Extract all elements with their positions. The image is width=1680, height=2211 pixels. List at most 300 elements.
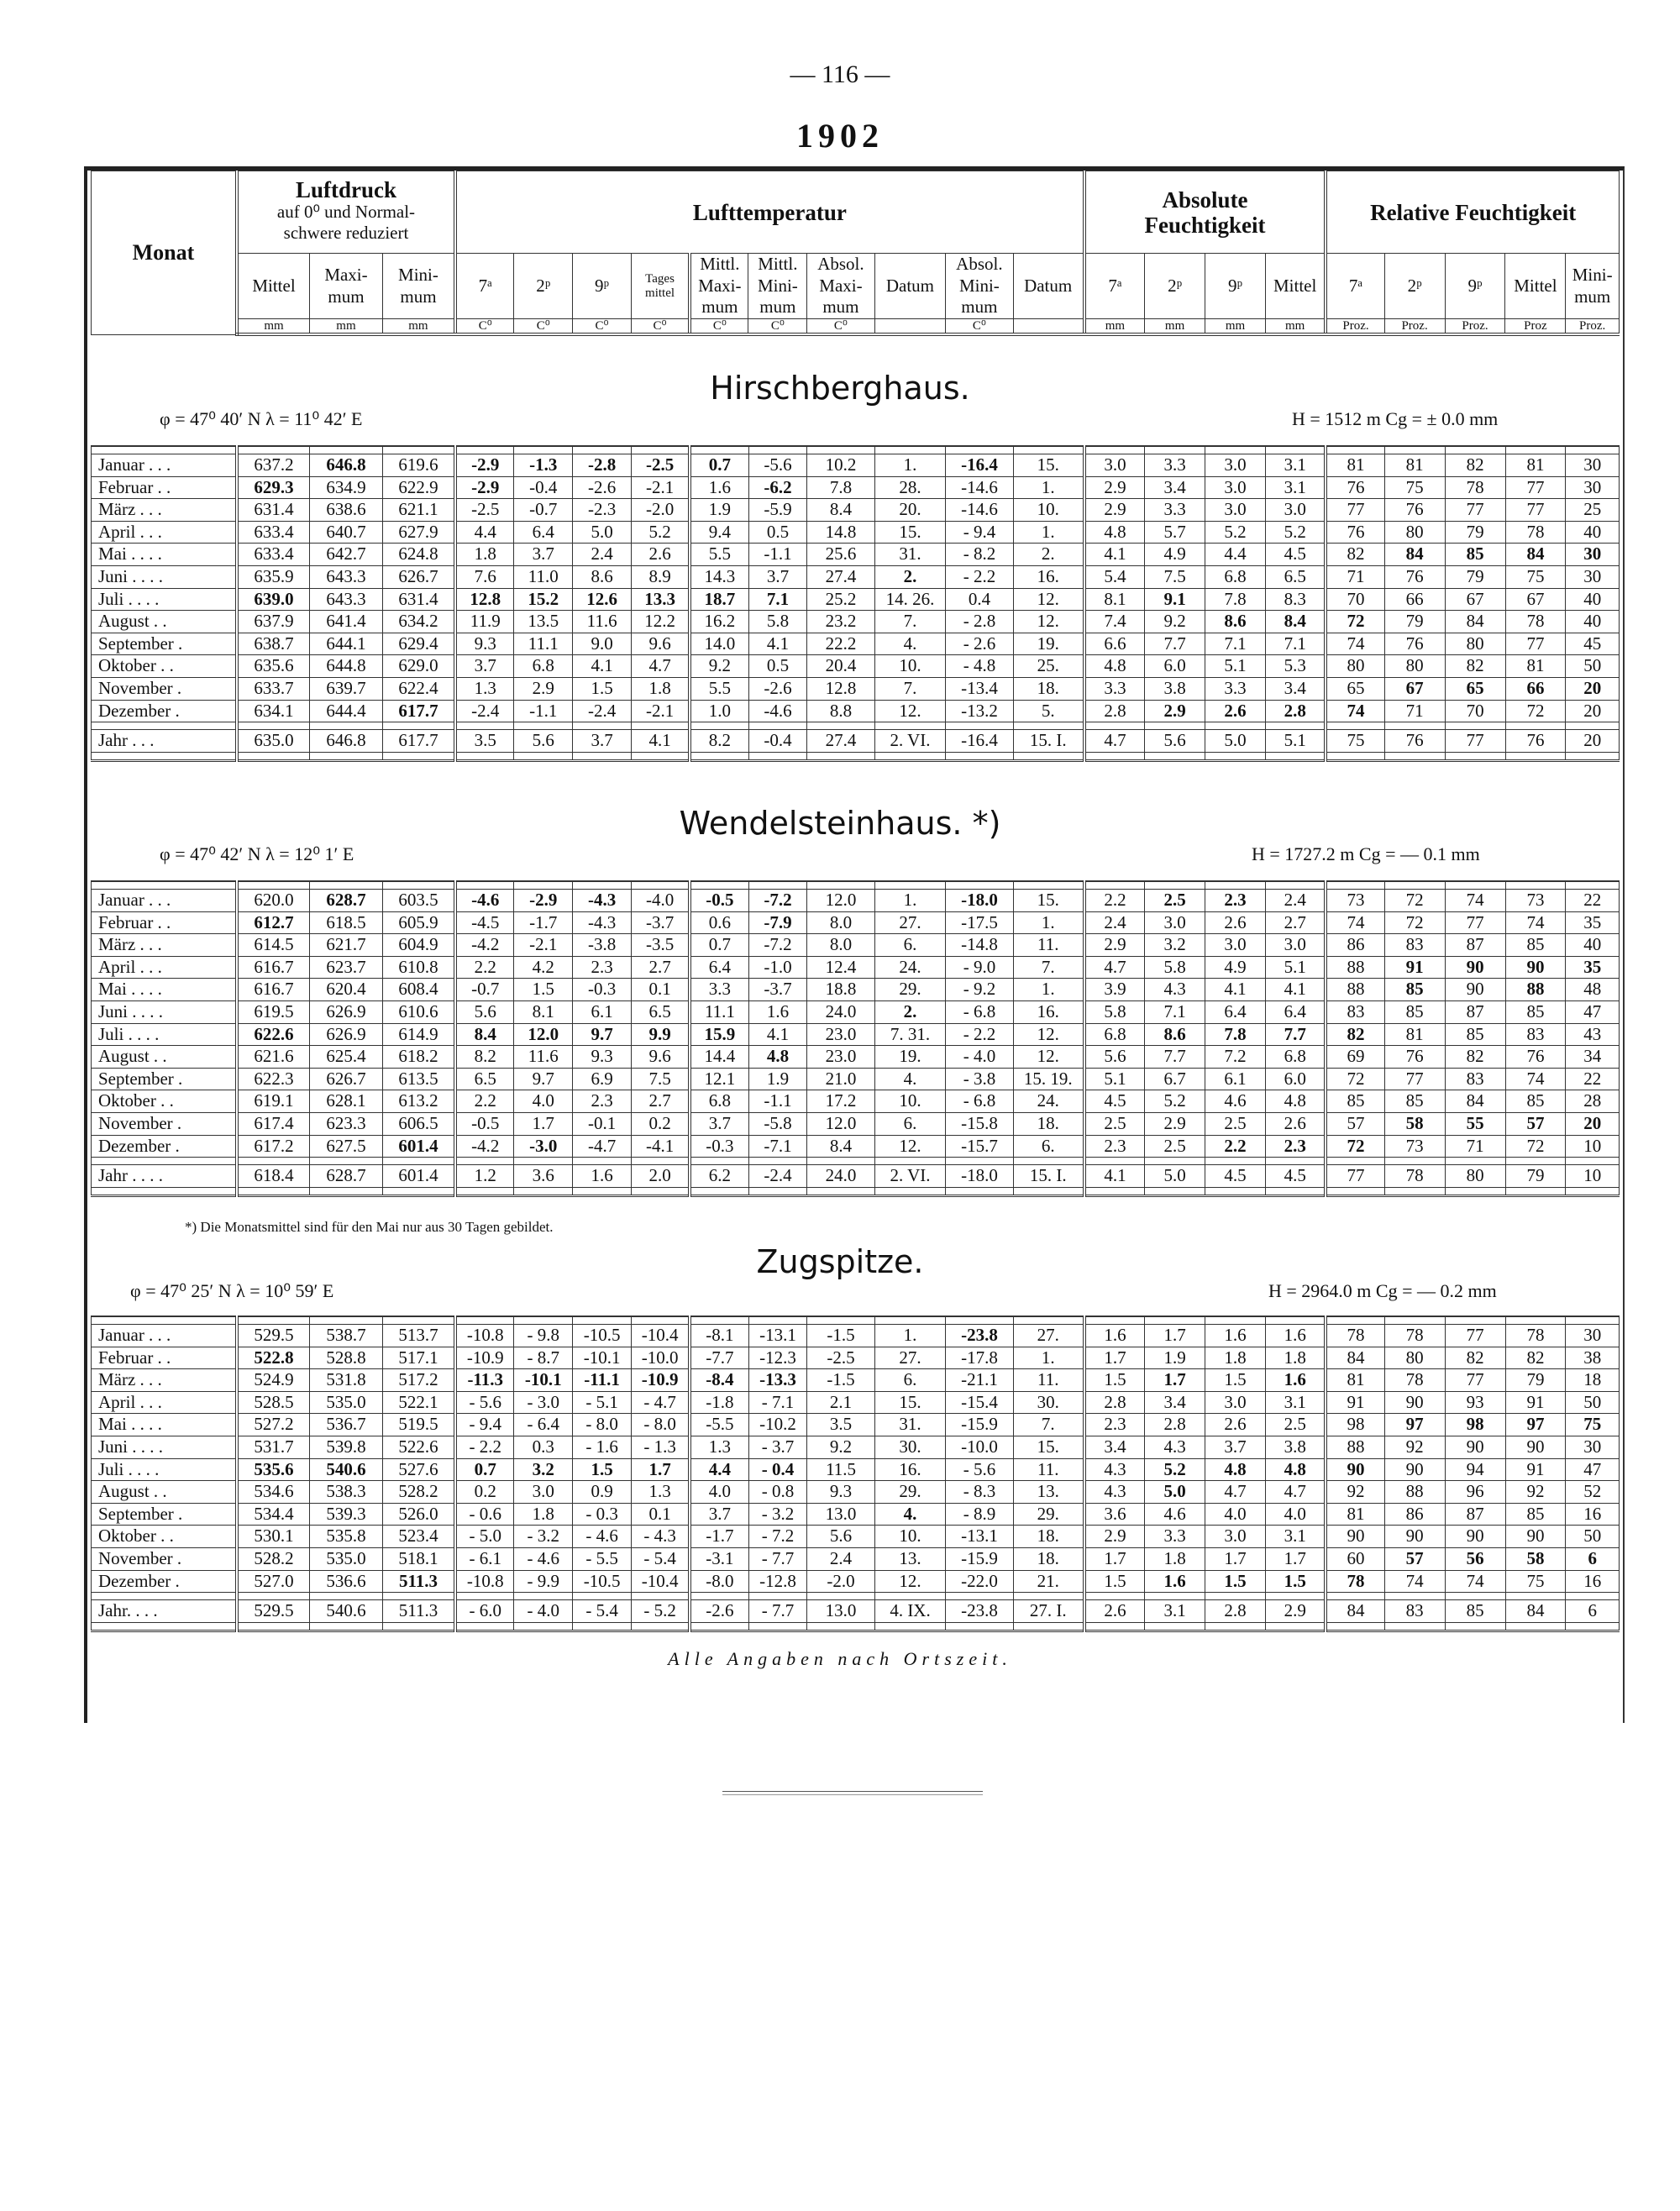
value-cell: 74 — [1505, 911, 1566, 934]
value-cell: - 9.4 — [455, 1414, 514, 1436]
spacer-cell — [573, 881, 632, 890]
value-cell: 8.4 — [455, 1023, 514, 1046]
value-cell: 2.8 — [1145, 1414, 1205, 1436]
value-cell: 4.6 — [1145, 1503, 1205, 1526]
value-cell: 1.8 — [1145, 1547, 1205, 1570]
value-cell: 614.9 — [382, 1023, 455, 1046]
value-cell: 4.3 — [1084, 1458, 1145, 1481]
value-cell: 2.9 — [514, 677, 573, 700]
value-cell: 5.0 — [1145, 1165, 1205, 1188]
value-cell: -2.3 — [573, 499, 632, 522]
spacer-cell — [874, 752, 946, 760]
value-cell: - 6.4 — [514, 1414, 573, 1436]
value-cell: 5.1 — [1205, 655, 1266, 678]
spacer-cell — [573, 722, 632, 730]
value-cell: 30 — [1566, 454, 1620, 477]
spacer-row — [92, 722, 1620, 730]
value-cell: 12. — [874, 1570, 946, 1593]
value-cell: 4.7 — [1205, 1481, 1266, 1504]
spacer-cell — [1445, 881, 1505, 890]
spacer-cell — [631, 1187, 690, 1195]
value-cell: 5.0 — [1145, 1481, 1205, 1504]
value-cell: 12. — [874, 700, 946, 722]
spacer-cell — [690, 1187, 748, 1195]
value-cell: 29. — [1013, 1503, 1084, 1526]
value-cell: 65 — [1445, 677, 1505, 700]
spacer-cell — [1084, 1316, 1145, 1325]
value-cell: 85 — [1445, 544, 1505, 566]
value-cell: -0.3 — [690, 1135, 748, 1158]
value-cell: 77 — [1326, 499, 1384, 522]
value-cell: 6 — [1566, 1600, 1620, 1623]
value-cell: 91 — [1326, 1391, 1384, 1414]
spacer-cell — [690, 881, 748, 890]
value-cell: - 9.2 — [946, 979, 1013, 1001]
value-cell: 75 — [1566, 1414, 1620, 1436]
value-cell: 2.5 — [1145, 890, 1205, 912]
value-cell: 614.5 — [237, 934, 310, 957]
value-cell: 78 — [1505, 611, 1566, 633]
value-cell: 2.4 — [807, 1547, 874, 1570]
value-cell: 6.8 — [1266, 1046, 1326, 1069]
value-cell: 85 — [1505, 1503, 1566, 1526]
unit-cell: C⁰ — [807, 319, 874, 335]
value-cell: 72 — [1384, 890, 1445, 912]
spacer-cell — [514, 881, 573, 890]
value-cell: 613.2 — [382, 1090, 455, 1113]
value-cell: -1.5 — [807, 1369, 874, 1392]
value-cell: 4.1 — [1084, 1165, 1145, 1188]
value-cell: 528.8 — [310, 1347, 383, 1369]
value-cell: 3.7 — [690, 1112, 748, 1135]
spacer-cell — [690, 752, 748, 760]
value-cell: 4.8 — [1084, 655, 1145, 678]
spacer-cell — [1145, 722, 1205, 730]
value-cell: 9.4 — [690, 521, 748, 544]
value-cell: 27.4 — [807, 730, 874, 753]
value-cell: 5.8 — [748, 611, 807, 633]
value-cell: 91 — [1384, 956, 1445, 979]
value-cell: 527.0 — [237, 1570, 310, 1593]
spacer-cell — [748, 1593, 807, 1600]
value-cell: 1.3 — [455, 677, 514, 700]
value-cell: 74 — [1505, 1068, 1566, 1090]
value-cell: 524.9 — [237, 1369, 310, 1392]
value-cell: 4.5 — [1084, 1090, 1145, 1113]
table-row — [92, 1347, 1620, 1369]
month-cell: Jahr. . . . — [92, 1600, 237, 1623]
table-row — [92, 1135, 1620, 1158]
value-cell: -5.9 — [748, 499, 807, 522]
subhead-cell: Absol. Mini-mum — [946, 254, 1013, 319]
value-cell: 83 — [1505, 1023, 1566, 1046]
value-cell: 7.1 — [1266, 633, 1326, 655]
value-cell: 28. — [874, 476, 946, 499]
value-cell: 79 — [1505, 1369, 1566, 1392]
value-cell: 19. — [874, 1046, 946, 1069]
value-cell: 29. — [874, 979, 946, 1001]
spacer-cell — [748, 446, 807, 454]
value-cell: 16.2 — [690, 611, 748, 633]
value-cell: 3.3 — [1205, 677, 1266, 700]
spacer-cell — [1505, 752, 1566, 760]
value-cell: 4.4 — [455, 521, 514, 544]
spacer-cell — [1013, 1187, 1084, 1195]
table-row — [92, 1068, 1620, 1090]
spacer-row — [92, 1158, 1620, 1165]
value-cell: 5.4 — [1084, 565, 1145, 588]
value-cell: 78 — [1384, 1165, 1445, 1188]
spacer-cell — [874, 1158, 946, 1165]
value-cell: 2.6 — [1084, 1600, 1145, 1623]
value-cell: 29. — [874, 1481, 946, 1504]
table-row — [92, 1325, 1620, 1347]
value-cell: 6. — [1013, 1135, 1084, 1158]
value-cell: 14. 26. — [874, 588, 946, 611]
value-cell: - 4.3 — [631, 1526, 690, 1548]
table-row — [92, 499, 1620, 522]
value-cell: 15. I. — [1013, 730, 1084, 753]
value-cell: -0.5 — [455, 1112, 514, 1135]
spacer-cell — [1566, 1187, 1620, 1195]
spacer-cell — [1384, 881, 1445, 890]
spacer-cell — [514, 1622, 573, 1631]
value-cell: 6.4 — [1266, 1000, 1326, 1023]
value-cell: -15.9 — [946, 1414, 1013, 1436]
subhead-cell: 7ᵃ — [1326, 254, 1384, 319]
value-cell: 75 — [1326, 730, 1384, 753]
table-row — [92, 1369, 1620, 1392]
value-cell: 82 — [1445, 655, 1505, 678]
spacer-cell — [92, 1158, 237, 1165]
value-cell: 519.5 — [382, 1414, 455, 1436]
value-cell: 20 — [1566, 677, 1620, 700]
spacer-cell — [310, 1187, 383, 1195]
value-cell: -2.5 — [455, 499, 514, 522]
value-cell: 628.1 — [310, 1090, 383, 1113]
value-cell: 2.3 — [1266, 1135, 1326, 1158]
spacer-cell — [1326, 446, 1384, 454]
month-cell: Januar . . . — [92, 454, 237, 477]
spacer-cell — [382, 1316, 455, 1325]
spacer-cell — [92, 1622, 237, 1631]
value-cell: 67 — [1445, 588, 1505, 611]
value-cell: -11.1 — [573, 1369, 632, 1392]
spacer-cell — [1326, 1622, 1384, 1631]
value-cell: 81 — [1326, 1503, 1384, 1526]
value-cell: 76 — [1505, 730, 1566, 753]
value-cell: - 5.6 — [946, 1458, 1013, 1481]
month-cell: März . . . — [92, 499, 237, 522]
value-cell: 639.0 — [237, 588, 310, 611]
value-cell: 629.0 — [382, 655, 455, 678]
spacer-cell — [1445, 1187, 1505, 1195]
spacer-cell — [1505, 1622, 1566, 1631]
value-cell: 1.3 — [631, 1481, 690, 1504]
spacer-cell — [1205, 881, 1266, 890]
value-cell: 3.0 — [1205, 476, 1266, 499]
value-cell: -11.3 — [455, 1369, 514, 1392]
value-cell: 3.1 — [1145, 1600, 1205, 1623]
value-cell: 628.7 — [310, 1165, 383, 1188]
value-cell: 5.2 — [1205, 521, 1266, 544]
table-row — [92, 1112, 1620, 1135]
value-cell: 4.8 — [748, 1046, 807, 1069]
value-cell: 3.1 — [1266, 1391, 1326, 1414]
value-cell: 90 — [1326, 1458, 1384, 1481]
value-cell: 4. — [874, 1068, 946, 1090]
spacer-cell — [946, 1316, 1013, 1325]
value-cell: 622.9 — [382, 476, 455, 499]
value-cell: 8.6 — [573, 565, 632, 588]
value-cell: 85 — [1505, 934, 1566, 957]
spacer-cell — [1326, 722, 1384, 730]
value-cell: 78 — [1445, 476, 1505, 499]
value-cell: 2.5 — [1084, 1112, 1145, 1135]
value-cell: 1.8 — [631, 677, 690, 700]
value-cell: 3.7 — [690, 1503, 748, 1526]
month-cell: November . — [92, 1547, 237, 1570]
value-cell: 6.1 — [1205, 1068, 1266, 1090]
value-cell: 531.7 — [237, 1436, 310, 1458]
value-cell: 79 — [1445, 565, 1505, 588]
value-cell: 2.5 — [1145, 1135, 1205, 1158]
value-cell: 77 — [1505, 476, 1566, 499]
value-cell: 4.1 — [1266, 979, 1326, 1001]
value-cell: 0.1 — [631, 979, 690, 1001]
value-cell: 0.9 — [573, 1481, 632, 1504]
value-cell: 1.6 — [690, 476, 748, 499]
value-cell: 78 — [1505, 521, 1566, 544]
spacer-cell — [1205, 722, 1266, 730]
value-cell: 6.4 — [1205, 1000, 1266, 1023]
value-cell: - 0.3 — [573, 1503, 632, 1526]
value-cell: 79 — [1384, 611, 1445, 633]
value-cell: 1.6 — [1266, 1369, 1326, 1392]
value-cell: 534.4 — [237, 1503, 310, 1526]
value-cell: 2.9 — [1084, 499, 1145, 522]
spacer-row — [92, 446, 1620, 454]
value-cell: 8.4 — [1266, 611, 1326, 633]
value-cell: -3.0 — [514, 1135, 573, 1158]
value-cell: 4.6 — [1205, 1090, 1266, 1113]
caption: Alle Angaben nach Ortszeit. — [668, 1648, 1012, 1669]
spacer-cell — [1013, 722, 1084, 730]
value-cell: 81 — [1384, 454, 1445, 477]
value-cell: 7.7 — [1266, 1023, 1326, 1046]
value-cell: 12.8 — [807, 677, 874, 700]
spacer-cell — [1505, 1187, 1566, 1195]
value-cell: -2.1 — [631, 476, 690, 499]
spacer-cell — [946, 881, 1013, 890]
value-cell: 6.4 — [514, 521, 573, 544]
value-cell: -2.6 — [748, 677, 807, 700]
value-cell: -1.7 — [514, 911, 573, 934]
spacer-cell — [690, 722, 748, 730]
value-cell: 618.2 — [382, 1046, 455, 1069]
value-cell: 83 — [1384, 1600, 1445, 1623]
value-cell: 620.4 — [310, 979, 383, 1001]
value-cell: 536.6 — [310, 1570, 383, 1593]
value-cell: -0.5 — [690, 890, 748, 912]
value-cell: 2.0 — [631, 1165, 690, 1188]
value-cell: 20. — [874, 499, 946, 522]
value-cell: 20 — [1566, 700, 1620, 722]
spacer-cell — [382, 1622, 455, 1631]
value-cell: 11.1 — [514, 633, 573, 655]
value-cell: 27. — [874, 911, 946, 934]
value-cell: 627.5 — [310, 1135, 383, 1158]
unit-cell: C⁰ — [748, 319, 807, 335]
value-cell: 3.6 — [1084, 1503, 1145, 1526]
value-cell: -4.3 — [573, 911, 632, 934]
value-cell: - 4.6 — [514, 1547, 573, 1570]
spacer-cell — [382, 446, 455, 454]
value-cell: 4. — [874, 1503, 946, 1526]
spacer-cell — [310, 722, 383, 730]
value-cell: 4.1 — [631, 730, 690, 753]
spacer-cell — [1013, 446, 1084, 454]
spacer-cell — [1205, 446, 1266, 454]
value-cell: 48 — [1566, 979, 1620, 1001]
value-cell: 631.4 — [237, 499, 310, 522]
value-cell: 3.7 — [514, 544, 573, 566]
value-cell: 69 — [1326, 1046, 1384, 1069]
value-cell: 70 — [1445, 700, 1505, 722]
value-cell: -0.7 — [455, 979, 514, 1001]
table-row — [92, 700, 1620, 722]
spacer-cell — [690, 1593, 748, 1600]
year-row — [92, 1165, 1620, 1188]
value-cell: - 4.6 — [573, 1526, 632, 1548]
value-cell: -15.9 — [946, 1547, 1013, 1570]
spacer-cell — [310, 446, 383, 454]
value-cell: 511.3 — [382, 1570, 455, 1593]
spacer-cell — [1084, 1593, 1145, 1600]
value-cell: 3.0 — [1145, 911, 1205, 934]
value-cell: 528.5 — [237, 1391, 310, 1414]
value-cell: -2.6 — [573, 476, 632, 499]
value-cell: -1.7 — [690, 1526, 748, 1548]
value-cell: 85 — [1505, 1000, 1566, 1023]
value-cell: 74 — [1326, 911, 1384, 934]
value-cell: 1.9 — [1145, 1347, 1205, 1369]
value-cell: 0.5 — [748, 521, 807, 544]
value-cell: 91 — [1505, 1391, 1566, 1414]
value-cell: 15. — [874, 521, 946, 544]
spacer-cell — [807, 1187, 874, 1195]
value-cell: - 5.1 — [573, 1391, 632, 1414]
value-cell: 82 — [1505, 1347, 1566, 1369]
value-cell: -4.1 — [631, 1135, 690, 1158]
value-cell: 22.2 — [807, 633, 874, 655]
value-cell: - 6.1 — [455, 1547, 514, 1570]
subhead-cell: Mittel — [237, 254, 310, 319]
value-cell: 6. — [874, 934, 946, 957]
value-cell: 2.7 — [631, 1090, 690, 1113]
year-row — [92, 730, 1620, 753]
subhead-cell: Mittl. Maxi-mum — [690, 254, 748, 319]
spacer-cell — [1084, 446, 1145, 454]
value-cell: 526.0 — [382, 1503, 455, 1526]
value-cell: -13.3 — [748, 1369, 807, 1392]
unit-cell — [874, 319, 946, 335]
subhead-cell: Datum — [1013, 254, 1084, 319]
table-row — [92, 934, 1620, 957]
value-cell: -4.2 — [455, 934, 514, 957]
value-cell: 643.3 — [310, 565, 383, 588]
value-cell: 605.9 — [382, 911, 455, 934]
value-cell: 7.4 — [1084, 611, 1145, 633]
unit-cell: mm — [1084, 319, 1145, 335]
value-cell: 646.8 — [310, 730, 383, 753]
spacer-cell — [1145, 1316, 1205, 1325]
spacer-cell — [1145, 1622, 1205, 1631]
value-cell: 74 — [1445, 1570, 1505, 1593]
spacer-cell — [1384, 1593, 1445, 1600]
value-cell: -1.1 — [748, 1090, 807, 1113]
value-cell: 75 — [1505, 1570, 1566, 1593]
month-cell: August . . — [92, 611, 237, 633]
table-row — [92, 1414, 1620, 1436]
value-cell: - 6.8 — [946, 1000, 1013, 1023]
value-cell: 4.0 — [514, 1090, 573, 1113]
spacer-cell — [237, 1316, 310, 1325]
value-cell: 6.9 — [573, 1068, 632, 1090]
spacer-row — [92, 1316, 1620, 1325]
spacer-cell — [237, 881, 310, 890]
value-cell: -8.1 — [690, 1325, 748, 1347]
value-cell: 13.0 — [807, 1503, 874, 1526]
table-row — [92, 1436, 1620, 1458]
value-cell: 3.7 — [573, 730, 632, 753]
value-cell: 5.5 — [690, 544, 748, 566]
value-cell: 1.7 — [1145, 1369, 1205, 1392]
value-cell: 27. — [1013, 1325, 1084, 1347]
value-cell: 83 — [1445, 1068, 1505, 1090]
value-cell: 2.5 — [1205, 1112, 1266, 1135]
value-cell: 606.5 — [382, 1112, 455, 1135]
value-cell: -7.1 — [748, 1135, 807, 1158]
value-cell: 86 — [1384, 1503, 1445, 1526]
value-cell: 9.6 — [631, 633, 690, 655]
value-cell: 2. VI. — [874, 1165, 946, 1188]
value-cell: -8.0 — [690, 1570, 748, 1593]
spacer-cell — [748, 1187, 807, 1195]
value-cell: 2.3 — [1205, 890, 1266, 912]
value-cell: 57 — [1505, 1112, 1566, 1135]
value-cell: 1.8 — [455, 544, 514, 566]
spacer-cell — [1145, 1158, 1205, 1165]
value-cell: 620.0 — [237, 890, 310, 912]
value-cell: - 8.0 — [573, 1414, 632, 1436]
value-cell: 1.5 — [1205, 1369, 1266, 1392]
spacer-cell — [631, 1316, 690, 1325]
value-cell: 85 — [1384, 1000, 1445, 1023]
value-cell: -1.8 — [690, 1391, 748, 1414]
month-cell: Mai . . . . — [92, 544, 237, 566]
value-cell: 7. 31. — [874, 1023, 946, 1046]
month-cell: April . . . — [92, 956, 237, 979]
value-cell: -2.0 — [807, 1570, 874, 1593]
spacer-cell — [1205, 1187, 1266, 1195]
value-cell: - 7.7 — [748, 1547, 807, 1570]
value-cell: 4.7 — [631, 655, 690, 678]
value-cell: 72 — [1326, 1135, 1384, 1158]
spacer-cell — [455, 1622, 514, 1631]
spacer-cell — [455, 446, 514, 454]
spacer-cell — [310, 1622, 383, 1631]
